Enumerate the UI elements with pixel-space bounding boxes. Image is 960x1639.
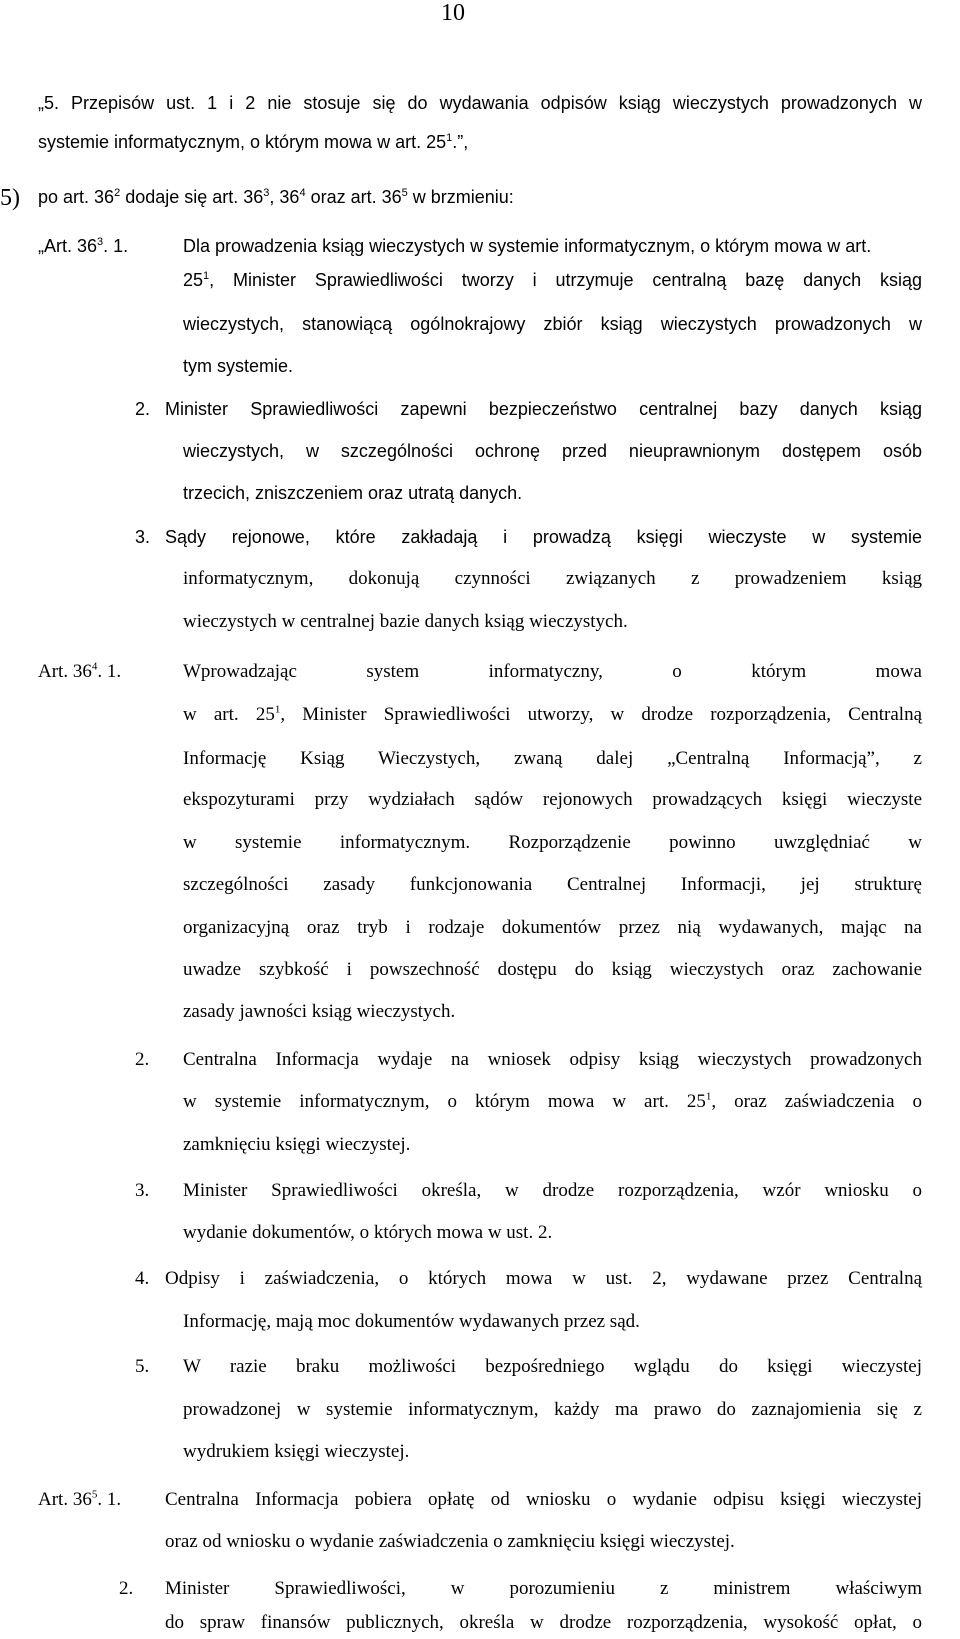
paragraph-line: szczególności zasady funkcjonowania Centralnej Informacji, jej strukturę (183, 874, 922, 895)
article-heading: „Art. $36^3$. 1. (38, 236, 129, 256)
paragraph-line: Dla prowadzenia ksiąg wieczystych w systemie informatycznym, o którym mowa w art. (183, 236, 872, 256)
paragraph-line: w systemie informatycznym. Rozporządzenie powinno uwzględniać w (183, 832, 922, 853)
paragraph-line: trzecich, zniszczeniem oraz utratą danych. (183, 483, 523, 503)
paragraph-line: tym systemie. (183, 356, 294, 376)
paragraph-line: Minister Sprawiedliwości zapewni bezpieczeństwo centralnej bazy danych ksiąg (165, 399, 922, 419)
list-marker: 2. (135, 1049, 150, 1070)
paragraph-line: wydanie dokumentów, o których mowa w ust. 2. (183, 1222, 553, 1243)
paragraph-line: wieczystych, stanowiącą ogólnokrajowy zbiór ksiąg wieczystych prowadzonych w (183, 314, 922, 334)
paragraph-line: wieczystych, w szczególności ochronę przed nieuprawnionym dostępem osób (183, 441, 922, 461)
list-marker: 2. (119, 1578, 134, 1599)
paragraph-line: oraz od wniosku o wydanie zaświadczenia o zamknięciu księgi wieczystej. (165, 1531, 735, 1552)
paragraph-line: wieczystych w centralnej bazie danych ksiąg wieczystych. (183, 611, 628, 632)
paragraph-line: wydrukiem księgi wieczystej. (183, 1441, 410, 1462)
paragraph-line: Odpisy i zaświadczenia, o których mowa w ust. 2, wydawane przez Centralną (165, 1268, 922, 1289)
paragraph-line: uwadze szybkość i powszechność dostępu do ksiąg wieczystych oraz zachowanie (183, 959, 922, 980)
paragraph-line: zasady jawności ksiąg wieczystych. (183, 1001, 456, 1022)
paragraph-line: ekspozyturami przy wydziałach sądów rejonowych prowadzących księgi wieczyste (183, 789, 922, 810)
paragraph-line: Sądy rejonowe, które zakładają i prowadzą księgi wieczyste w systemie (165, 527, 922, 547)
page-number: 10 (441, 0, 465, 26)
paragraph-line: Minister Sprawiedliwości, w porozumieniu z ministrem właściwym (165, 1578, 922, 1599)
paragraph-line: Minister Sprawiedliwości określa, w drodze rozporządzenia, wzór wniosku o (183, 1180, 922, 1201)
paragraph-line: organizacyjną oraz tryb i rodzaje dokumentów przez nią wydawanych, mając na (183, 917, 922, 938)
paragraph-line: prowadzonej w systemie informatycznym, każdy ma prawo do zaznajomienia się z (183, 1399, 922, 1420)
paragraph-line: W razie braku możliwości bezpośredniego wglądu do księgi wieczystej (183, 1356, 922, 1377)
list-marker: 2. (135, 399, 151, 419)
paragraph-line: informatycznym, dokonują czynności związanych z prowadzeniem ksiąg (183, 568, 922, 589)
paragraph-line: w systemie informatycznym, o którym mowa w art. $25^1$, oraz zaświadczenia o (183, 1090, 923, 1112)
article-heading: Art. $36^5$. 1. (38, 1488, 122, 1510)
paragraph-line: w art. $25^1$, Minister Sprawiedliwości utworzy, w drodze rozporządzenia, Centralną (183, 703, 923, 725)
list-marker: 4. (135, 1268, 150, 1289)
list-marker: 5. (135, 1356, 150, 1377)
paragraph-line: Informację, mają moc dokumentów wydawanych przez sąd. (183, 1311, 640, 1332)
article-heading: Art. $36^4$. 1. (38, 660, 122, 682)
paragraph-line: po art. $36^2$ dodaje się art. $36^3$, $36^4$ oraz art. $36^5$ w brzmieniu: (38, 187, 514, 207)
paragraph-line: Centralna Informacja pobiera opłatę od wniosku o wydanie odpisu księgi wieczystej (165, 1489, 922, 1510)
paragraph-line: Centralna Informacja wydaje na wniosek odpisy ksiąg wieczystych prowadzonych (183, 1049, 922, 1070)
list-marker: 3. (135, 1180, 150, 1201)
paragraph-line: „5. Przepisów ust. 1 i 2 nie stosuje się do wydawania odpisów ksiąg wieczystych prowadzonych w (38, 93, 922, 113)
paragraph-line: Wprowadzając system informatyczny, o którym mowa (183, 661, 922, 682)
paragraph-line: Informację Ksiąg Wieczystych, zwaną dalej „Centralną Informacją”, z (183, 748, 922, 769)
paragraph-line: zamknięciu księgi wieczystej. (183, 1134, 411, 1155)
list-marker: 3. (135, 527, 151, 547)
paragraph-line: do spraw finansów publicznych, określa w drodze rozporządzenia, wysokość opłat, o (165, 1612, 922, 1633)
paragraph-line: $25^1$, Minister Sprawiedliwości tworzy i utrzymuje centralną bazę danych ksiąg (183, 270, 922, 290)
paragraph-line: systemie informatycznym, o którym mowa w art. $25^1$.”, (38, 132, 469, 152)
list-marker: 5) (0, 185, 20, 211)
